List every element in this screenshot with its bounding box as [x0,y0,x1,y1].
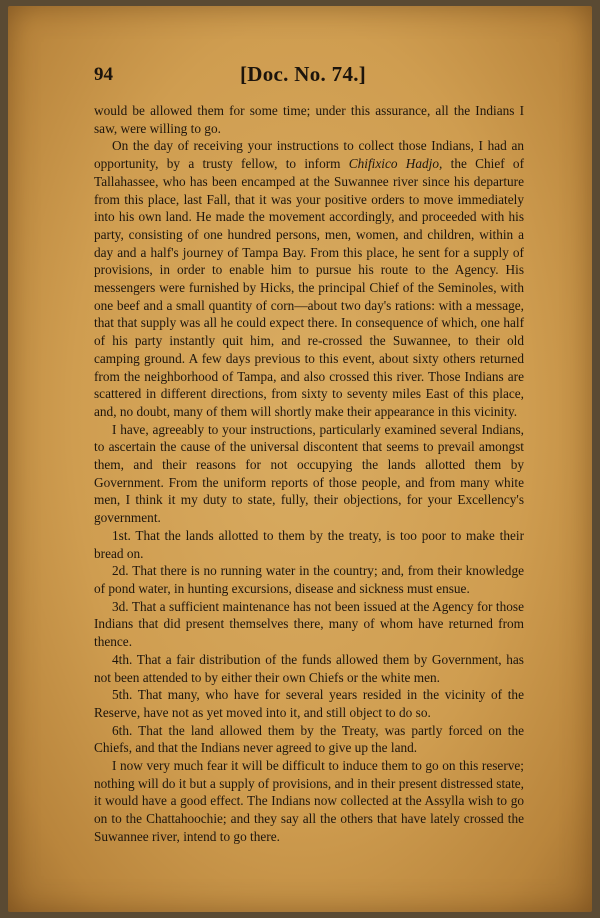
document-reference: [Doc. No. 74.] [240,62,367,86]
paragraph-collection-report [94,137,524,420]
paragraph-text: On the day of receiving your instructions to collect those Indians, I had an opportunity, by a trusty fellow, to inform [94,138,524,172]
objection-1st: 1st. That the lands allotted to them by the treaty, is too poor to make their bread on. [94,527,524,561]
objection-6th: 6th. That the land allowed them by the Treaty, was partly forced on the Chiefs, and that the Indians never agreed to give up the land. [94,722,524,756]
paragraph-text: the Chief of Tallahassee, who has been encamped at the Suwannee river since his departure from this place, last Fall, that it was your positive orders to move immediately into his own land. He made the movement accordingly, and proceeded with his party, consisting of one hundred persons, men, women, and children, within a day and a half's journey of Tampa Bay. From this place, he sent for a supply of provisions, in order to enable him to pursue his route to the Agency. His messengers were furnished by Hicks, the principal Chief of the Seminoles, with one beef and a small quantity of corn—about two day's rations: with a message, that that supply was all he could expect there. In consequence of which, one half of his party instantly quit him, and re-crossed the Suwannee, to their old camping ground. A few days previous to this event, about sixty others returned from the neighborhood of Tampa, and also crossed this river. Those Indians are scattered in different directions, from sixty to seventy miles East of this place, and, no doubt, many of them will shortly make their appearance in this vicinity. [94,156,524,419]
chief-name: Chifixico Hadjo, [348,156,443,172]
objection-4th: 4th. That a fair distribution of the funds allowed them by Government, has not been attended to by either their own Chiefs or the white men. [94,651,524,685]
objection-2d: 2d. That there is no running water in the country; and, from their knowledge of pond water, in hunting excursions, disease and sickness must ensue. [94,563,524,596]
paragraph-conclusion: I now very much fear it will be difficult to induce them to go on this reserve; nothing will do it but a supply of provisions, and in their present distressed state, it would have a good effect. The Indians now collected at the Assylla wish to go on to the Chattahoochie; and they say all the others that have lately crossed the Suwannee river, intend to go there. [94,758,524,844]
body-text [94,102,524,846]
objection-3d: 3d. That a sufficient maintenance has not been issued at the Agency for those Indians that did present themselves there, many of whom have returned from thence. [94,598,524,650]
page-number: 94 [94,64,113,85]
page-header [8,64,592,88]
objection-5th: 5th. That many, who have for several years resided in the vicinity of the Reserve, have not as yet moved into it, and still object to do so. [94,687,524,720]
paragraph-continued: would be allowed them for some time; under this assurance, all the Indians I saw, were willing to go. [94,103,524,136]
document-page [8,6,592,912]
paragraph-discontent: I have, agreeably to your instructions, particularly examined several Indians, to ascertain the cause of the universal discontent that seems to prevail amongst them, and their reasons for not occupying the lands allotted them by Government. From the uniform reports of those people, and from many white men, I think it my duty to state, fully, their objections, for your Excellency's government. [94,421,524,526]
